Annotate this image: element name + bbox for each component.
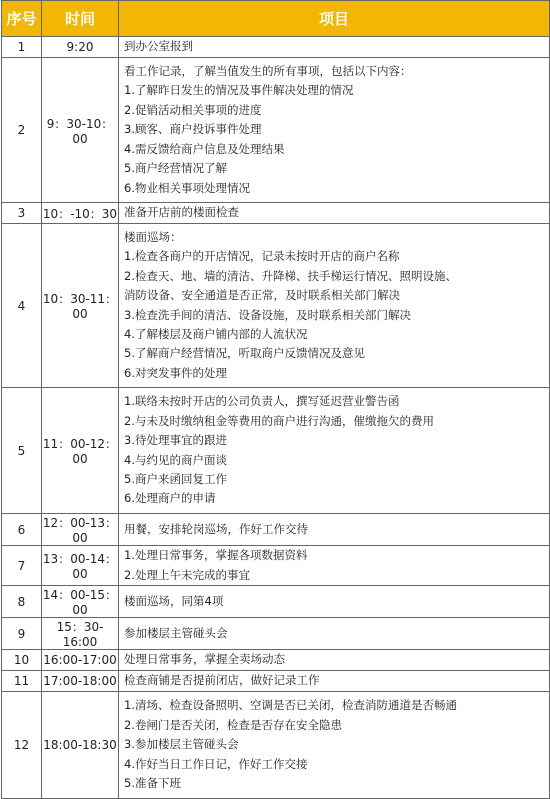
row-time: 18:00-18:30 [42,692,119,799]
row-items [119,224,550,388]
item-line: 1.联络未按时开店的公司负责人，撰写延迟营业警告函 [124,394,400,409]
row-time: 13：00-14：00 [42,546,119,586]
item-line: 2.促销活动相关事项的进度 [124,102,262,117]
row-items [119,586,550,618]
item-line: 楼面巡场，同第4项 [124,593,224,608]
table-row [2,203,550,224]
row-items [119,203,550,224]
item-line: 5.了解商户经营情况，听取商户反馈情况及意见 [124,346,365,361]
row-items [119,650,550,671]
item-line: 看工作记录，了解当值发生的所有事项，包括以下内容： [124,64,412,79]
row-number: 10 [2,650,42,671]
table-row [2,546,550,586]
item-line: 3.参加楼层主管碰头会 [124,737,239,752]
item-line: 4.了解楼层及商户铺内部的人流状况 [124,326,308,341]
item-line: 2.处理上午未完成的事宜 [124,567,250,582]
header-time: 时间 [42,1,119,37]
item-line: 6.对突发事件的处理 [124,365,227,380]
table-row [2,224,550,388]
item-line: 2.卷闸门是否关闭，检查是否存在安全隐患 [124,717,342,732]
row-number: 12 [2,692,42,799]
row-time: 9：30-10：00 [42,58,119,203]
row-number: 1 [2,37,42,58]
item-line: 楼面巡场： [124,229,182,244]
item-line: 准备开店前的楼面检查 [124,205,239,220]
table-row [2,58,550,203]
table-row [2,514,550,546]
item-line: 2.与未及时缴纳租金等费用的商户进行沟通，催缴拖欠的费用 [124,413,434,428]
item-line: 3.顾客、商户投诉事件处理 [124,122,262,137]
table-row [2,37,550,58]
row-time: 14：00-15：00 [42,586,119,618]
row-items [119,618,550,650]
item-line: 6.物业相关事项处理情况 [124,180,250,195]
row-number: 5 [2,388,42,514]
header-no: 序号 [2,1,42,37]
item-line: 1.清场、检查设备照明、空调是否已关闭，检查消防通道是否畅通 [124,698,457,713]
item-line: 1.了解昨日发生的情况及事件解决处理的情况 [124,83,354,98]
table-row [2,671,550,692]
row-items [119,671,550,692]
table-row [2,388,550,514]
item-line: 处理日常事务，掌握全卖场动态 [124,652,285,667]
item-line: 3.检查洗手间的清洁、设备设施，及时联系相关部门解决 [124,307,411,322]
schedule-table [1,0,550,799]
header-row [2,1,550,37]
row-time: 10：-10：30 [42,203,119,224]
item-line: 4.作好当日工作日记，作好工作交接 [124,756,308,771]
row-time: 9:20 [42,37,119,58]
item-line: 1.检查各商户的开店情况，记录未按时开店的商户名称 [124,249,400,264]
item-line: 参加楼层主管碰头会 [124,625,228,640]
row-time: 16:00-17:00 [42,650,119,671]
row-items [119,514,550,546]
item-line: 4.与约见的商户面谈 [124,452,227,467]
item-line: 4.需反馈给商户信息及处理结果 [124,141,285,156]
row-number: 8 [2,586,42,618]
header-items: 项目 [119,1,550,37]
table-body [2,37,550,799]
row-items [119,388,550,514]
table-row [2,618,550,650]
row-number: 9 [2,618,42,650]
item-line: 到办公室报到 [124,39,193,54]
row-number: 11 [2,671,42,692]
row-number: 4 [2,224,42,388]
table-row [2,586,550,618]
item-line: 消防设备、安全通道是否正常，及时联系相关部门解决 [124,288,400,303]
item-line: 6.处理商户的申请 [124,491,216,506]
row-time: 17:00-18:00 [42,671,119,692]
item-line: 检查商铺是否提前闭店，做好记录工作 [124,673,320,688]
row-items [119,37,550,58]
row-number: 2 [2,58,42,203]
item-line: 5.准备下班 [124,776,181,791]
item-line: 3.待处理事宜的跟进 [124,433,227,448]
row-number: 6 [2,514,42,546]
item-line: 1.处理日常事务，掌握各项数据资料 [124,548,308,563]
table-row [2,650,550,671]
row-number: 3 [2,203,42,224]
row-items [119,546,550,586]
row-time: 12：00-13：00 [42,514,119,546]
item-line: 2.检查天、地、墙的清洁、升降梯、扶手梯运行情况、照明设施、 [124,268,457,283]
row-number: 7 [2,546,42,586]
item-line: 用餐，安排轮岗巡场，作好工作交待 [124,521,308,536]
row-time: 10：30-11：00 [42,224,119,388]
table-row [2,692,550,799]
row-time: 11：00-12：00 [42,388,119,514]
item-line: 5.商户经营情况了解 [124,161,227,176]
item-line: 5.商户来函回复工作 [124,471,227,486]
row-time: 15：30-16:00 [42,618,119,650]
row-items [119,692,550,799]
row-items [119,58,550,203]
